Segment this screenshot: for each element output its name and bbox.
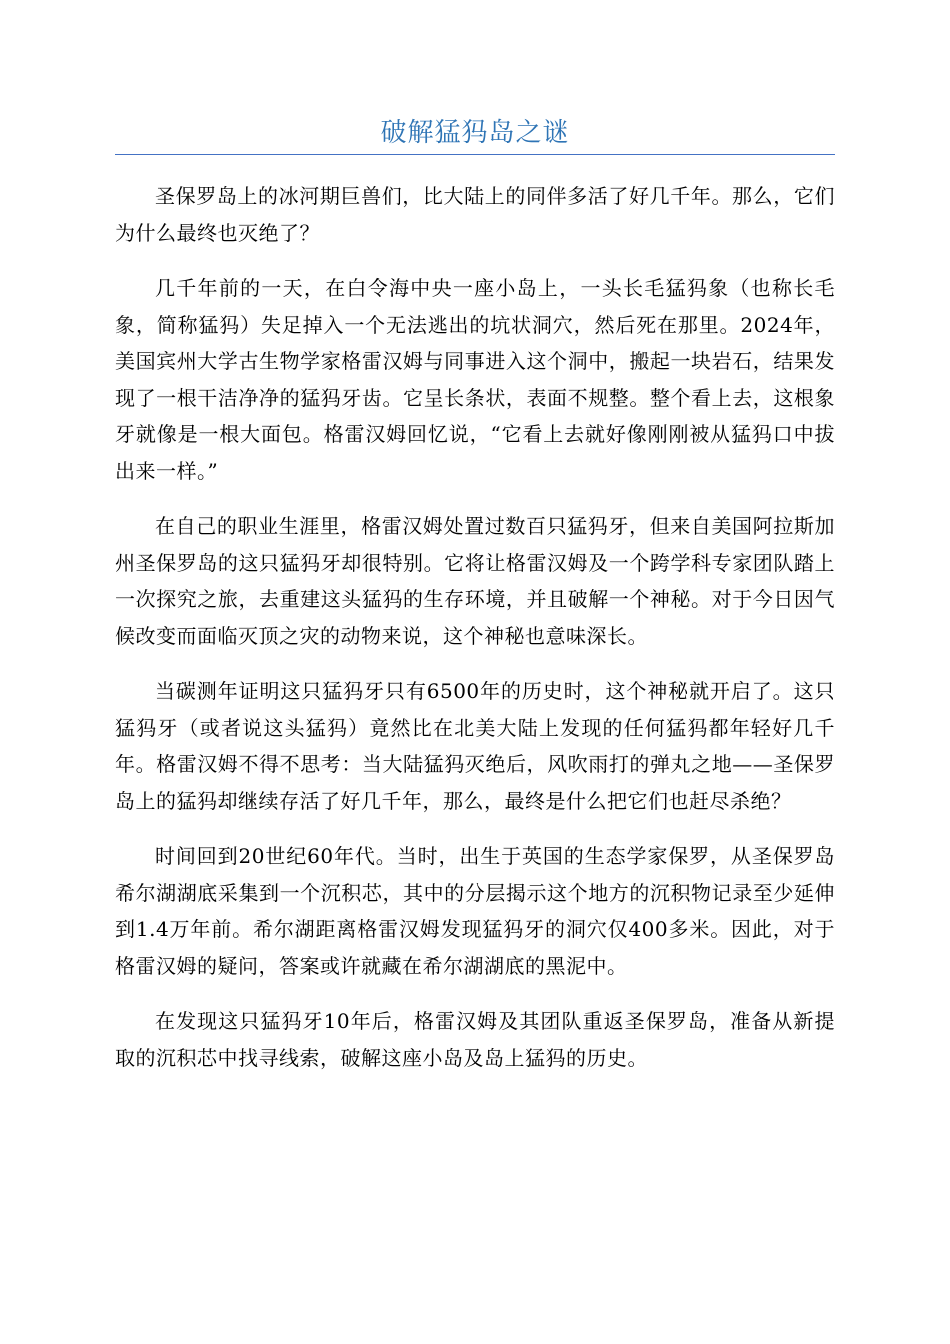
paragraph-3: 在自己的职业生涯里，格雷汉姆处置过数百只猛犸牙，但来自美国阿拉斯加州圣保罗岛的这只猛犸牙却很特别。它将让格雷汉姆及一个跨学科专家团队踏上一次探究之旅，去重建这头猛犸的生存环境，并且破解一个神秘。对于今日因气候改变而面临灭顶之灾的动物来说，这个神秘也意味深长。: [115, 514, 835, 648]
title-underline: [115, 154, 835, 155]
paragraph-2: 几千年前的一天，在白令海中央一座小岛上，一头长毛猛犸象（也称长毛象，简称猛犸）失足掉入一个无法逃出的坑状洞穴，然后死在那里。2024年，美国宾州大学古生物学家格雷汉姆与同事进入这个洞中，搬起一块岩石，结果发现了一根干洁净净的猛犸牙齿。它呈长条状，表面不规整。整个看上去，这根象牙就像是一根大面包。格雷汉姆回忆说，“它看上去就好像刚刚被从猛犸口中拔出来一样。”: [115, 276, 835, 483]
article-body: [115, 178, 835, 1095]
paragraph-5: 时间回到20世纪60年代。当时，出生于英国的生态学家保罗，从圣保罗岛希尔湖湖底采集到一个沉积芯，其中的分层揭示这个地方的沉积物记录至少延伸到1.4万年前。希尔湖距离格雷汉姆发现猛犸牙的洞穴仅400多米。因此，对于格雷汉姆的疑问，答案或许就藏在希尔湖湖底的黑泥中。: [115, 844, 835, 978]
paragraph-4: 当碳测年证明这只猛犸牙只有6500年的历史时，这个神秘就开启了。这只猛犸牙（或者说这头猛犸）竟然比在北美大陆上发现的任何猛犸都年轻好几千年。格雷汉姆不得不思考：当大陆猛犸灭绝后，风吹雨打的弹丸之地——圣保罗岛上的猛犸却继续存活了好几千年，那么，最终是什么把它们也赶尽杀绝？: [115, 679, 835, 813]
paragraph-6: 在发现这只猛犸牙10年后，格雷汉姆及其团队重返圣保罗岛，准备从新提取的沉积芯中找寻线索，破解这座小岛及岛上猛犸的历史。: [115, 1009, 835, 1070]
paragraph-1: 圣保罗岛上的冰河期巨兽们，比大陆上的同伴多活了好几千年。那么，它们为什么最终也灭绝了？: [115, 184, 835, 245]
document-title: 破解猛犸岛之谜: [380, 118, 570, 148]
